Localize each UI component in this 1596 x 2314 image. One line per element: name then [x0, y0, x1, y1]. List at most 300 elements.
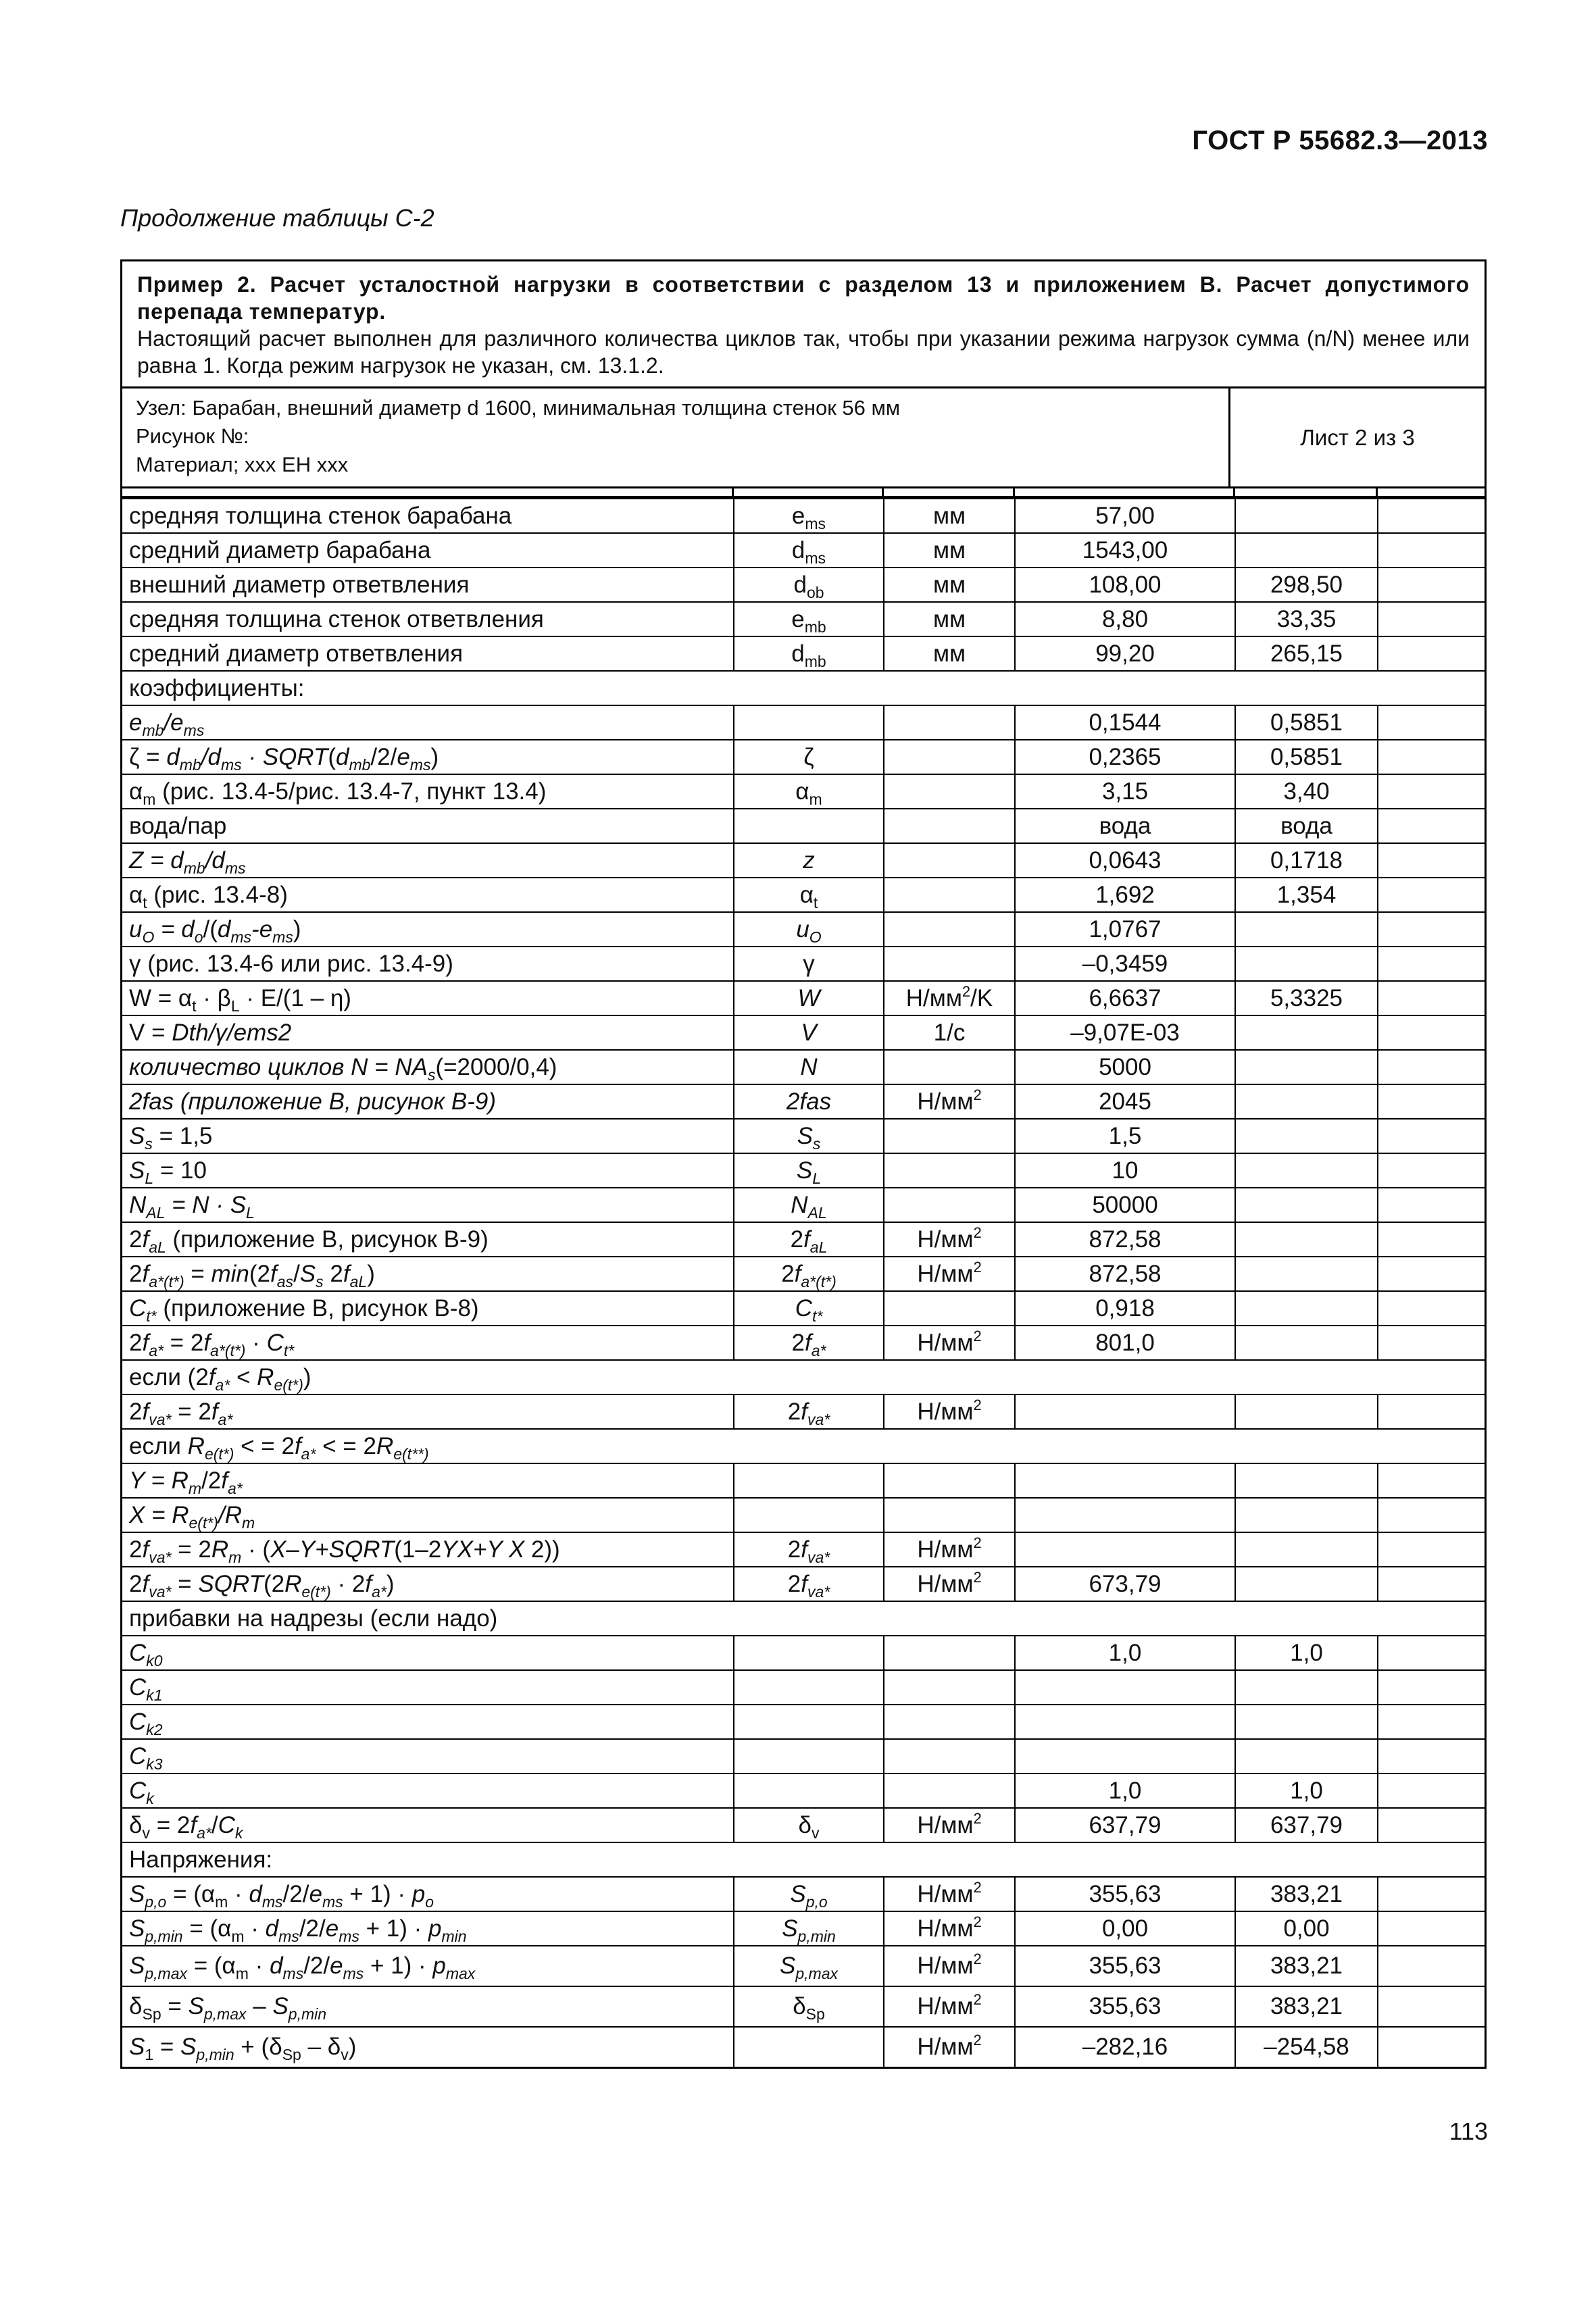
standard-code: ГОСТ Р 55682.3—2013	[1192, 126, 1488, 155]
value-2-cell: 0,5851	[1235, 705, 1378, 740]
symbol-cell: $\delta_{Sp}$	[734, 1986, 884, 2027]
table-row	[122, 1153, 1485, 1188]
table-row	[122, 1705, 1485, 1739]
value-2-cell: 298,50	[1235, 568, 1378, 602]
symbol-cell	[734, 809, 884, 843]
unit-cell: мм	[884, 636, 1015, 671]
unit-cell: $Н/мм^2$	[884, 1084, 1015, 1119]
page-number: 113	[1449, 2117, 1488, 2145]
value-1-cell: 355,63	[1015, 1877, 1235, 1911]
unit-cell: $Н/мм^2$	[884, 2027, 1015, 2067]
value-1-cell	[1015, 1463, 1235, 1498]
value-2-cell	[1235, 1463, 1378, 1498]
value-2-cell	[1235, 1498, 1378, 1532]
table-row	[122, 1808, 1485, 1842]
value-2-cell: –254,58	[1235, 2027, 1378, 2067]
table-row	[122, 878, 1485, 912]
sheet-number: Лист 2 из 3	[1300, 424, 1415, 450]
unit-cell: мм	[884, 533, 1015, 568]
table-row	[122, 740, 1485, 774]
parameter-cell: 2fas (приложение В, рисунок В-9)	[122, 1084, 734, 1119]
unit-cell	[884, 740, 1015, 774]
value-2-cell	[1235, 499, 1378, 533]
unit-cell: $Н/мм^2$	[884, 1394, 1015, 1429]
unit-cell	[884, 878, 1015, 912]
symbol-cell: γ	[734, 947, 884, 981]
table-row	[122, 1015, 1485, 1050]
value-1-cell: 57,00	[1015, 499, 1235, 533]
parameter-cell: $2f_{aL}$ (приложение В, рисунок В-9)	[122, 1222, 734, 1257]
symbol-cell	[734, 1739, 884, 1774]
parameter-cell: $Y = R_m/2f_{a*}$	[122, 1463, 734, 1498]
value-1-cell: 1543,00	[1015, 533, 1235, 568]
value-2-cell: вода	[1235, 809, 1378, 843]
value-1-cell: 1,0767	[1015, 912, 1235, 947]
value-2-cell: 1,0	[1235, 1774, 1378, 1808]
value-2-cell	[1235, 1257, 1378, 1291]
value-2-cell	[1235, 1670, 1378, 1705]
sep-col	[884, 488, 1015, 496]
calculation-table-frame	[120, 259, 1487, 2069]
parameter-cell: $S_s = 1,5$	[122, 1119, 734, 1153]
table-row	[122, 1739, 1485, 1774]
empty-cell	[1378, 1986, 1485, 2027]
value-1-cell: –282,16	[1015, 2027, 1235, 2067]
symbol-cell: $e_{ms}$	[734, 499, 884, 533]
empty-cell	[1378, 1532, 1485, 1567]
value-1-cell: –0,3459	[1015, 947, 1235, 981]
empty-cell	[1378, 533, 1485, 568]
parameter-cell: средняя толщина стенок ответвления	[122, 602, 734, 636]
unit-cell	[884, 843, 1015, 878]
parameter-cell: $N_{AL} = N \cdot S_L$	[122, 1188, 734, 1222]
value-2-cell	[1235, 947, 1378, 981]
table-row	[122, 1567, 1485, 1601]
value-1-cell: 0,918	[1015, 1291, 1235, 1326]
unit-cell	[884, 1291, 1015, 1326]
empty-cell	[1378, 809, 1485, 843]
table-row	[122, 1050, 1485, 1084]
value-1-cell: 5000	[1015, 1050, 1235, 1084]
unit-cell	[884, 705, 1015, 740]
unit-cell	[884, 1774, 1015, 1808]
empty-cell	[1378, 1084, 1485, 1119]
table-row	[122, 1774, 1485, 1808]
empty-cell	[1378, 774, 1485, 809]
parameter-cell: $S_{p,max} = (\alpha_m \cdot d_{ms}/2/e_{ms} + 1) \cdot p_{max}$	[122, 1946, 734, 1986]
table-row	[122, 774, 1485, 809]
table-row	[122, 705, 1485, 740]
parameter-cell: вода/пар	[122, 809, 734, 843]
value-1-cell	[1015, 1739, 1235, 1774]
symbol-cell: $d_{ms}$	[734, 533, 884, 568]
value-1-cell: 108,00	[1015, 568, 1235, 602]
unit-cell: мм	[884, 568, 1015, 602]
unit-cell: $Н/мм^2$	[884, 1946, 1015, 1986]
value-2-cell: 1,354	[1235, 878, 1378, 912]
example-title: Пример 2. Расчет усталостной нагрузки в соответствии с разделом 13 и приложением В. Расчет допустимого перепада температур.	[137, 272, 1470, 324]
unit-cell	[884, 1050, 1015, 1084]
parameter-cell: средний диаметр барабана	[122, 533, 734, 568]
value-1-cell: 1,0	[1015, 1636, 1235, 1670]
symbol-cell: $d_{ob}$	[734, 568, 884, 602]
parameter-cell: V = Dth/γ/ems2	[122, 1015, 734, 1050]
empty-cell	[1378, 705, 1485, 740]
parameter-cell: $C_{k1}$	[122, 1670, 734, 1705]
empty-cell	[1378, 981, 1485, 1015]
empty-cell	[1378, 636, 1485, 671]
unit-cell: $Н/мм^2$	[884, 1326, 1015, 1360]
empty-cell	[1378, 2027, 1485, 2067]
sep-col	[734, 488, 884, 496]
value-1-cell: 0,0643	[1015, 843, 1235, 878]
empty-cell	[1378, 1222, 1485, 1257]
symbol-cell: $N_{AL}$	[734, 1188, 884, 1222]
value-1-cell: 673,79	[1015, 1567, 1235, 1601]
empty-cell	[1378, 1670, 1485, 1705]
section-label: коэффициенты:	[122, 671, 1485, 705]
value-2-cell	[1235, 1015, 1378, 1050]
parameter-cell: $S_L = 10$	[122, 1153, 734, 1188]
parameter-cell: $\alpha_m$ (рис. 13.4-5/рис. 13.4-7, пункт 13.4)	[122, 774, 734, 809]
table-row	[122, 1257, 1485, 1291]
symbol-cell: $S_L$	[734, 1153, 884, 1188]
value-1-cell: 355,63	[1015, 1946, 1235, 1986]
table-row	[122, 1463, 1485, 1498]
value-2-cell	[1235, 1050, 1378, 1084]
value-2-cell: 383,21	[1235, 1946, 1378, 1986]
unit-cell	[884, 912, 1015, 947]
example-description: Настоящий расчет выполнен для различного количества циклов так, чтобы при указании режима нагрузок сумма (n/N) менее или равна 1. Когда режим нагрузок не указан, см. 13.1.2.	[137, 326, 1470, 378]
table-row	[122, 1986, 1485, 2027]
table-row	[122, 1360, 1485, 1394]
empty-cell	[1378, 912, 1485, 947]
unit-cell	[884, 1636, 1015, 1670]
table-row	[122, 1429, 1485, 1463]
table-row	[122, 1911, 1485, 1946]
parameter-cell: $C_{k0}$	[122, 1636, 734, 1670]
empty-cell	[1378, 1877, 1485, 1911]
value-1-cell: 355,63	[1015, 1986, 1235, 2027]
parameter-cell: $2f_{a*} = 2f_{a*(t*)} \cdot C_{t*}$	[122, 1326, 734, 1360]
sep-col	[1378, 488, 1485, 496]
parameter-cell: $C_{k2}$	[122, 1705, 734, 1739]
empty-cell	[1378, 1567, 1485, 1601]
value-1-cell: 0,1544	[1015, 705, 1235, 740]
parameter-cell: $\delta_{Sp} = S_{p,max} - S_{p,min}$	[122, 1986, 734, 2027]
value-1-cell	[1015, 1532, 1235, 1567]
empty-cell	[1378, 1394, 1485, 1429]
parameter-cell: $X = R_{e(t*)}/R_m$	[122, 1498, 734, 1532]
empty-cell	[1378, 1946, 1485, 1986]
empty-cell	[1378, 1705, 1485, 1739]
value-1-cell: 0,00	[1015, 1911, 1235, 1946]
parameter-cell: количество циклов $N = NA_s(=2000/0,4)$	[122, 1050, 734, 1084]
material-line: Материал; xxx EH xxx	[136, 453, 349, 476]
node-info	[122, 388, 1485, 488]
value-2-cell: 0,00	[1235, 1911, 1378, 1946]
symbol-cell: $d_{mb}$	[734, 636, 884, 671]
unit-cell: $Н/мм^2$	[884, 1877, 1015, 1911]
empty-cell	[1378, 568, 1485, 602]
empty-cell	[1378, 1498, 1485, 1532]
value-2-cell: 33,35	[1235, 602, 1378, 636]
value-1-cell: 10	[1015, 1153, 1235, 1188]
value-2-cell	[1235, 1326, 1378, 1360]
node-line: Узел: Барабан, внешний диаметр d 1600, минимальная толщина стенок 56 мм	[136, 396, 901, 420]
table-row	[122, 636, 1485, 671]
parameter-cell: γ (рис. 13.4-6 или рис. 13.4-9)	[122, 947, 734, 981]
unit-cell: $Н/мм^2/K$	[884, 981, 1015, 1015]
empty-cell	[1378, 499, 1485, 533]
value-1-cell: 6,6637	[1015, 981, 1235, 1015]
value-1-cell: 1,692	[1015, 878, 1235, 912]
unit-cell: $Н/мм^2$	[884, 1567, 1015, 1601]
value-2-cell	[1235, 533, 1378, 568]
empty-cell	[1378, 1326, 1485, 1360]
unit-cell	[884, 1739, 1015, 1774]
unit-cell	[884, 1153, 1015, 1188]
section-label: Напряжения:	[122, 1842, 1485, 1877]
value-2-cell	[1235, 1084, 1378, 1119]
unit-cell: $Н/мм^2$	[884, 1808, 1015, 1842]
empty-cell	[1378, 1257, 1485, 1291]
empty-cell	[1378, 1636, 1485, 1670]
symbol-cell: $u_O$	[734, 912, 884, 947]
parameter-cell: $\zeta = d_{mb}/d_{ms}$ · $SQRT(d_{mb}/2/e_{ms})$	[122, 740, 734, 774]
unit-cell	[884, 1705, 1015, 1739]
table-row	[122, 1601, 1485, 1636]
symbol-cell	[734, 1463, 884, 1498]
empty-cell	[1378, 1463, 1485, 1498]
symbol-cell: $2f_{a*}$	[734, 1326, 884, 1360]
symbol-cell	[734, 1636, 884, 1670]
table-row	[122, 533, 1485, 568]
value-2-cell: 637,79	[1235, 1808, 1378, 1842]
unit-cell: $Н/мм^2$	[884, 1986, 1015, 2027]
empty-cell	[1378, 1739, 1485, 1774]
parameter-cell: $W = \alpha_t \cdot \beta_L \cdot E/(1 - \eta)$	[122, 981, 734, 1015]
unit-cell	[884, 809, 1015, 843]
value-2-cell	[1235, 1567, 1378, 1601]
symbol-cell: $\alpha_m$	[734, 774, 884, 809]
value-1-cell	[1015, 1394, 1235, 1429]
sep-col	[1015, 488, 1235, 496]
table-row	[122, 1498, 1485, 1532]
value-2-cell	[1235, 1705, 1378, 1739]
symbol-cell	[734, 1498, 884, 1532]
symbol-cell: 2fas	[734, 1084, 884, 1119]
empty-cell	[1378, 1119, 1485, 1153]
empty-cell	[1378, 1153, 1485, 1188]
value-1-cell	[1015, 1498, 1235, 1532]
table-row	[122, 1532, 1485, 1567]
symbol-cell: W	[734, 981, 884, 1015]
table-row	[122, 1946, 1485, 1986]
symbol-cell: $\delta_v$	[734, 1808, 884, 1842]
symbol-cell: $2f_{aL}$	[734, 1222, 884, 1257]
table-row	[122, 568, 1485, 602]
value-1-cell: 801,0	[1015, 1326, 1235, 1360]
column-separator-strip	[122, 488, 1485, 498]
value-2-cell	[1235, 1394, 1378, 1429]
symbol-cell: $2f_{va*}$	[734, 1532, 884, 1567]
symbol-cell: $\alpha_t$	[734, 878, 884, 912]
table-row	[122, 1291, 1485, 1326]
parameter-cell: $2f_{a*(t*)} = \min(2f_{as}/S_s$ $2f_{aL}$)	[122, 1257, 734, 1291]
table-row	[122, 1877, 1485, 1911]
symbol-cell: V	[734, 1015, 884, 1050]
value-1-cell: 50000	[1015, 1188, 1235, 1222]
table-row	[122, 2027, 1485, 2067]
empty-cell	[1378, 740, 1485, 774]
table-row	[122, 1394, 1485, 1429]
table-row	[122, 947, 1485, 981]
values-table	[122, 498, 1485, 2067]
unit-cell: мм	[884, 499, 1015, 533]
parameter-cell: средний диаметр ответвления	[122, 636, 734, 671]
value-2-cell: 5,3325	[1235, 981, 1378, 1015]
symbol-cell	[734, 705, 884, 740]
table-row	[122, 1222, 1485, 1257]
symbol-cell: $2f_{a*(t*)}$	[734, 1257, 884, 1291]
empty-cell	[1378, 878, 1485, 912]
figure-line: Рисунок №:	[136, 424, 249, 448]
value-1-cell	[1015, 1705, 1235, 1739]
parameter-cell: $2f_{va*} = 2f_{a*}$	[122, 1394, 734, 1429]
table-row	[122, 1670, 1485, 1705]
value-2-cell: 3,40	[1235, 774, 1378, 809]
symbol-cell	[734, 1670, 884, 1705]
symbol-cell: ζ	[734, 740, 884, 774]
symbol-cell: $S_{p,min}$	[734, 1911, 884, 1946]
unit-cell: $Н/мм^2$	[884, 1257, 1015, 1291]
unit-cell: $Н/мм^2$	[884, 1532, 1015, 1567]
table-row	[122, 981, 1485, 1015]
value-1-cell: 0,2365	[1015, 740, 1235, 774]
unit-cell	[884, 1119, 1015, 1153]
parameter-cell: $S_1 = S_{p,min} + (\delta_{Sp} - \delta_v)$	[122, 2027, 734, 2067]
parameter-cell: $Z = d_{mb}/d_{ms}$	[122, 843, 734, 878]
value-1-cell: 1,5	[1015, 1119, 1235, 1153]
empty-cell	[1378, 843, 1485, 878]
value-1-cell: 99,20	[1015, 636, 1235, 671]
table-row	[122, 1188, 1485, 1222]
table-row	[122, 499, 1485, 533]
table-row	[122, 1326, 1485, 1360]
unit-cell	[884, 1188, 1015, 1222]
empty-cell	[1378, 1015, 1485, 1050]
value-1-cell: 872,58	[1015, 1257, 1235, 1291]
unit-cell: мм	[884, 602, 1015, 636]
symbol-cell: $C_{t*}$	[734, 1291, 884, 1326]
section-label: если $R_{e(t*)}$ < = $2f_{a*}$ < = $2R_{e(t**)}$	[122, 1429, 1485, 1463]
value-2-cell	[1235, 1532, 1378, 1567]
node-info-left	[122, 388, 1230, 486]
table-row	[122, 1636, 1485, 1670]
table-row	[122, 1842, 1485, 1877]
empty-cell	[1378, 947, 1485, 981]
unit-cell	[884, 947, 1015, 981]
value-2-cell: 0,5851	[1235, 740, 1378, 774]
symbol-cell: N	[734, 1050, 884, 1084]
parameter-cell: $2f_{va*} = 2R_m$ · (X–Y+SQRT(1–2YX+Y X 2))	[122, 1532, 734, 1567]
symbol-cell: z	[734, 843, 884, 878]
empty-cell	[1378, 602, 1485, 636]
value-2-cell	[1235, 1153, 1378, 1188]
table-row	[122, 809, 1485, 843]
symbol-cell	[734, 1705, 884, 1739]
parameter-cell: $\delta_v = 2f_{a*}/C_k$	[122, 1808, 734, 1842]
value-1-cell: 637,79	[1015, 1808, 1235, 1842]
sep-col	[1235, 488, 1378, 496]
parameter-cell: $e_{mb}/e_{ms}$	[122, 705, 734, 740]
intro-block	[122, 261, 1485, 388]
section-label: прибавки на надрезы (если надо)	[122, 1601, 1485, 1636]
empty-cell	[1378, 1291, 1485, 1326]
symbol-cell: $S_s$	[734, 1119, 884, 1153]
value-2-cell	[1235, 1291, 1378, 1326]
unit-cell	[884, 1463, 1015, 1498]
table-row	[122, 843, 1485, 878]
value-2-cell: 383,21	[1235, 1877, 1378, 1911]
symbol-cell: $S_{p,o}$	[734, 1877, 884, 1911]
values-table-body	[122, 499, 1485, 2067]
parameter-cell: $u_O = d_o/(d_{ms}-e_{ms})$	[122, 912, 734, 947]
section-label: если $(2f_{a*} < R_{e(t*)})$	[122, 1360, 1485, 1394]
unit-cell	[884, 1670, 1015, 1705]
unit-cell	[884, 774, 1015, 809]
unit-cell: $Н/мм^2$	[884, 1222, 1015, 1257]
table-caption: Продолжение таблицы С-2	[120, 204, 434, 232]
value-2-cell: 0,1718	[1235, 843, 1378, 878]
table-row	[122, 1119, 1485, 1153]
parameter-cell: $2f_{va*}$ = $SQRT(2R_{e(t*)} \cdot 2f_{a*})$	[122, 1567, 734, 1601]
value-1-cell: –9,07E-03	[1015, 1015, 1235, 1050]
value-1-cell: 1,0	[1015, 1774, 1235, 1808]
symbol-cell	[734, 2027, 884, 2067]
symbol-cell: $2f_{va*}$	[734, 1567, 884, 1601]
empty-cell	[1378, 1050, 1485, 1084]
sep-col	[122, 488, 734, 496]
symbol-cell: $S_{p,max}$	[734, 1946, 884, 1986]
value-1-cell: 8,80	[1015, 602, 1235, 636]
value-1-cell: 2045	[1015, 1084, 1235, 1119]
parameter-cell: $S_{p,min} = (\alpha_m \cdot d_{ms}/2/e_{ms} + 1) \cdot p_{min}$	[122, 1911, 734, 1946]
empty-cell	[1378, 1188, 1485, 1222]
empty-cell	[1378, 1911, 1485, 1946]
value-2-cell	[1235, 1739, 1378, 1774]
parameter-cell: средняя толщина стенок барабана	[122, 499, 734, 533]
value-2-cell: 265,15	[1235, 636, 1378, 671]
symbol-cell: $2f_{va*}$	[734, 1394, 884, 1429]
value-2-cell	[1235, 912, 1378, 947]
table-row	[122, 912, 1485, 947]
empty-cell	[1378, 1808, 1485, 1842]
table-row	[122, 602, 1485, 636]
value-2-cell	[1235, 1119, 1378, 1153]
value-2-cell: 383,21	[1235, 1986, 1378, 2027]
parameter-cell: $C_{t*}$ (приложение В, рисунок В-8)	[122, 1291, 734, 1326]
value-2-cell	[1235, 1222, 1378, 1257]
value-1-cell: 3,15	[1015, 774, 1235, 809]
table-row	[122, 671, 1485, 705]
symbol-cell: $e_{mb}$	[734, 602, 884, 636]
value-1-cell: 872,58	[1015, 1222, 1235, 1257]
parameter-cell: $C_{k3}$	[122, 1739, 734, 1774]
parameter-cell: внешний диаметр ответвления	[122, 568, 734, 602]
parameter-cell: $C_k$	[122, 1774, 734, 1808]
